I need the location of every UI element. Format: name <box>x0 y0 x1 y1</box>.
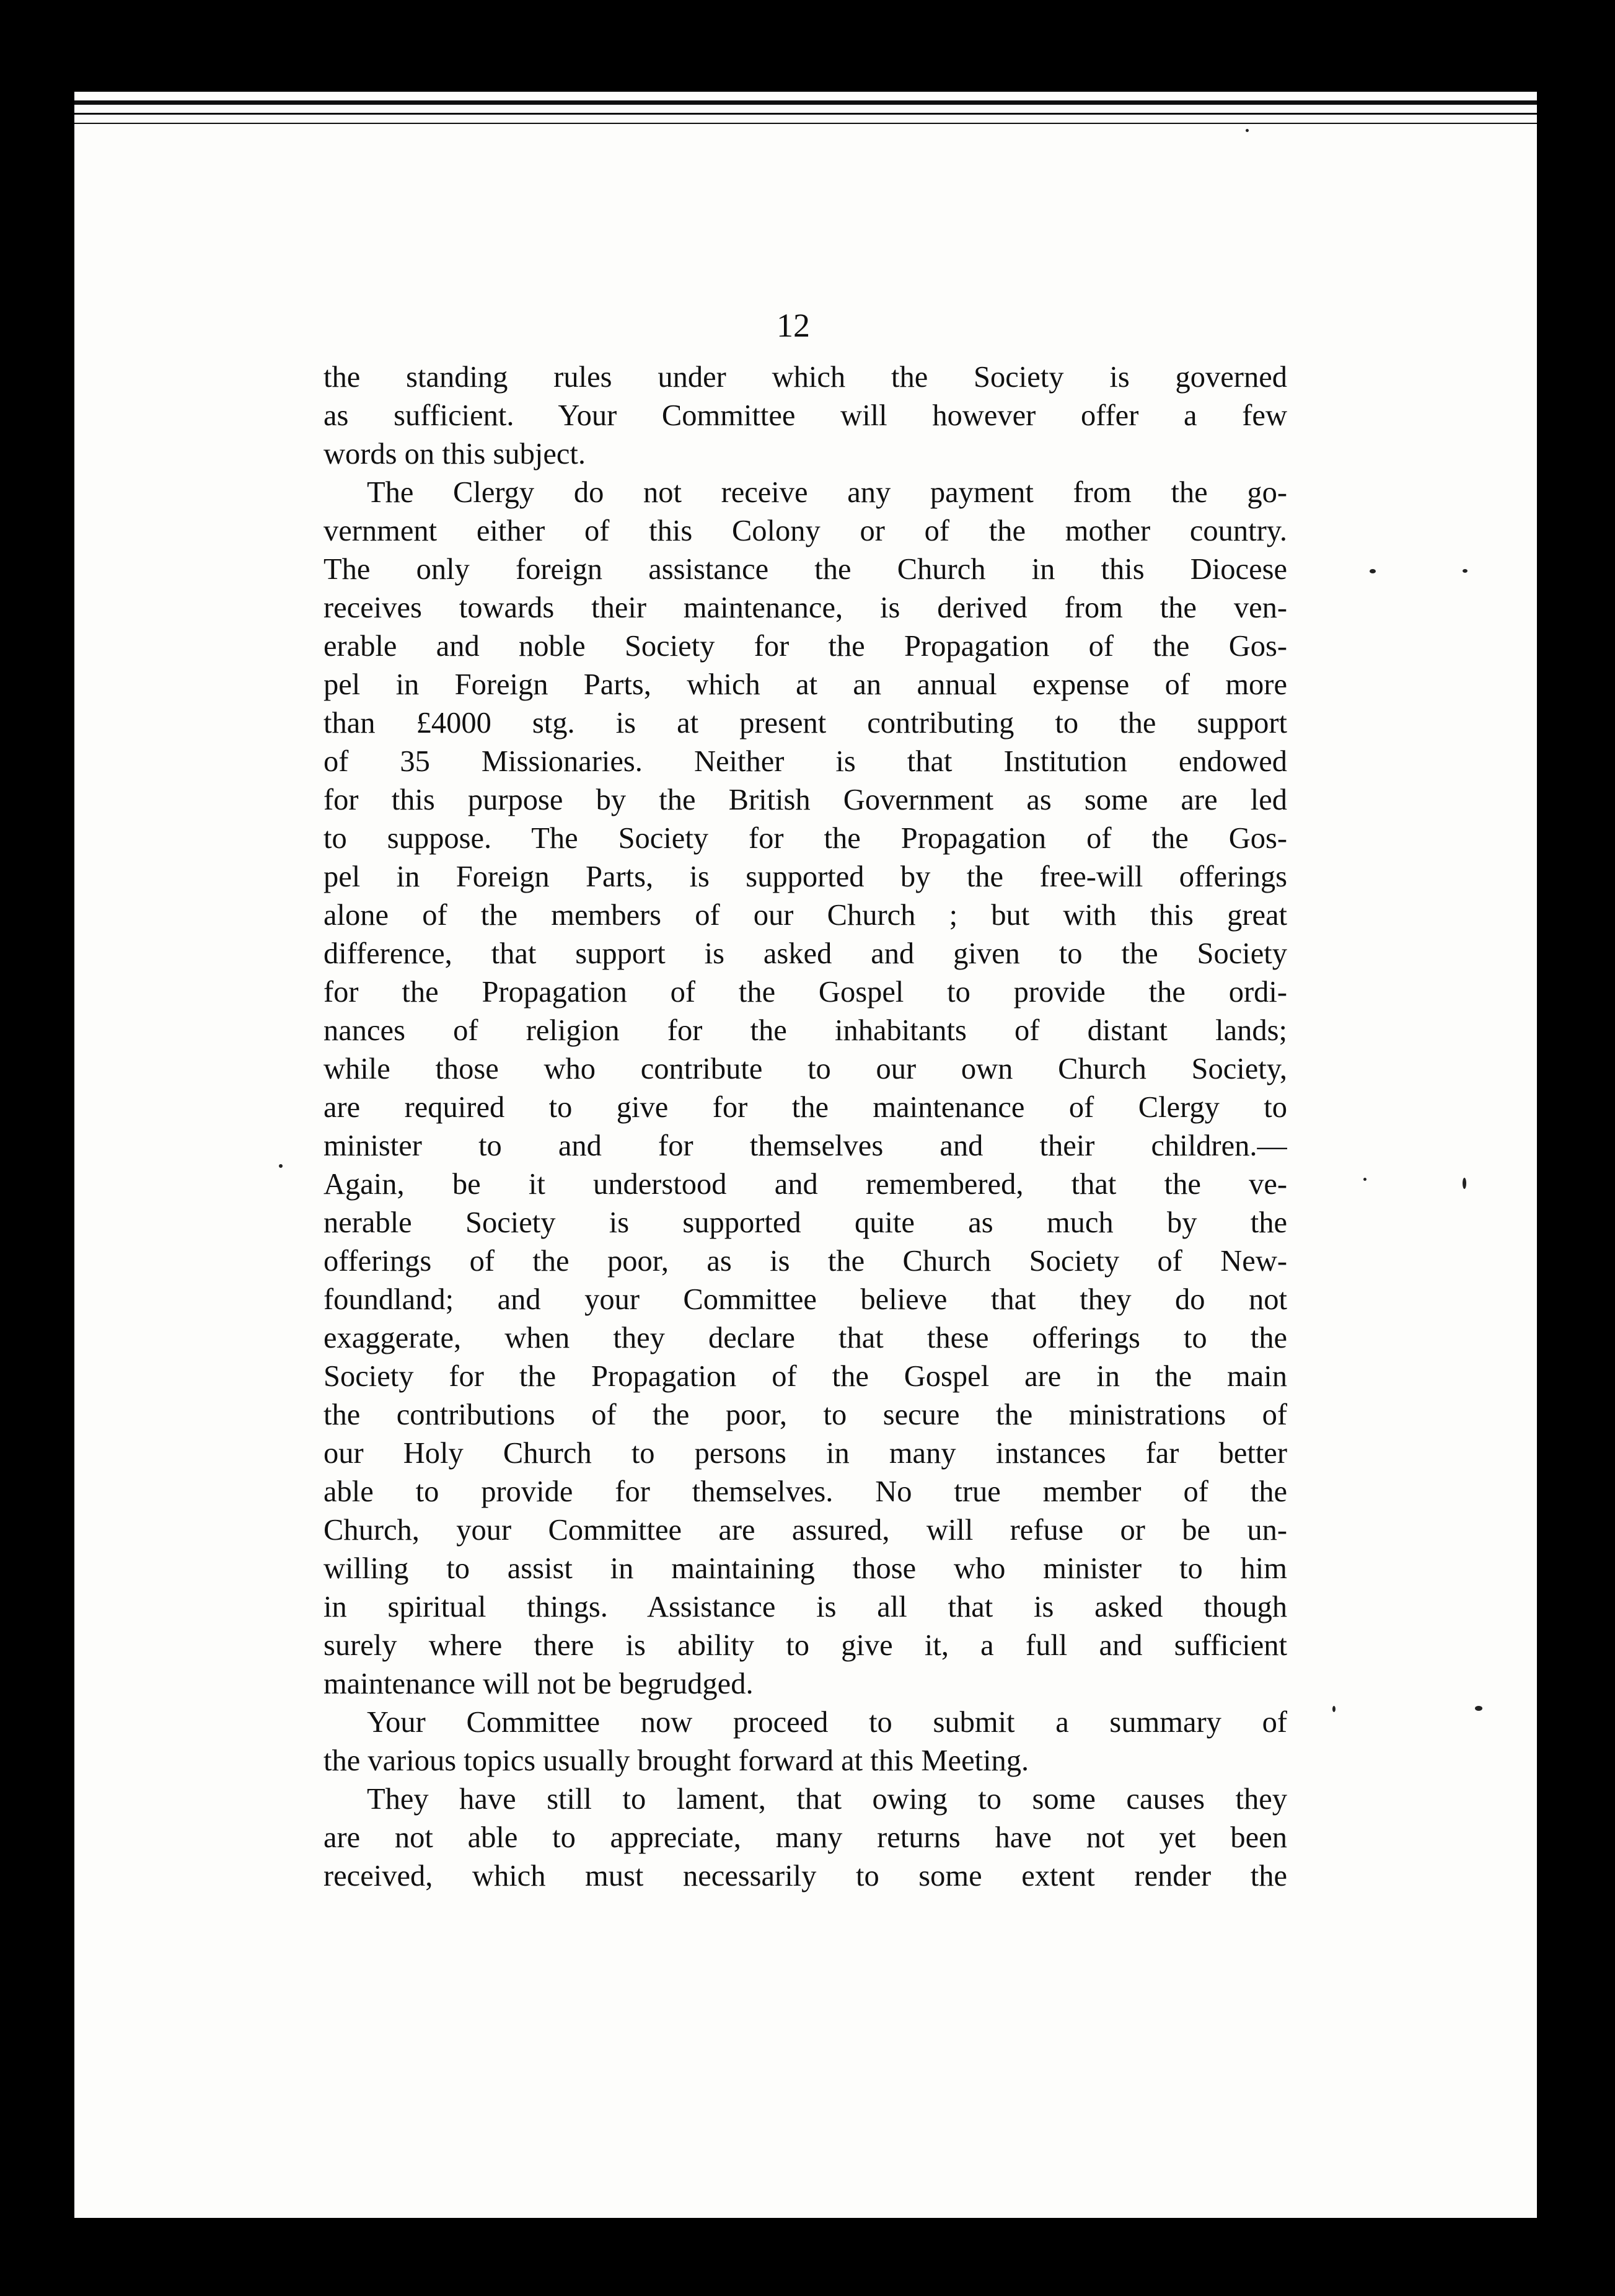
scan-speck <box>1332 1706 1336 1712</box>
page-sheet <box>74 92 1537 2218</box>
scan-speck <box>1370 569 1376 573</box>
text-line: while those who contribute to our own Church Society, <box>323 1053 1287 1085</box>
text-line: foundland; and your Committee believe that they do not <box>323 1283 1287 1316</box>
text-line: The Clergy do not receive any payment from the go- <box>367 476 1287 509</box>
text-line: The only foreign assistance the Church in this Diocese <box>323 553 1287 586</box>
scan-speck <box>1463 1178 1466 1189</box>
text-line: nerable Society is supported quite as much by the <box>323 1206 1287 1239</box>
text-line: the contributions of the poor, to secure the ministrations of <box>323 1398 1287 1431</box>
page-number: 12 <box>777 307 810 344</box>
top-border-rule <box>74 113 1537 115</box>
text-line: Your Committee now proceed to submit a summary of <box>367 1706 1287 1739</box>
text-line: maintenance will not be begrudged. <box>323 1667 754 1700</box>
text-line: the various topics usually brought forward at this Meeting. <box>323 1744 1029 1777</box>
text-line: in spiritual things. Assistance is all that is asked though <box>323 1591 1287 1623</box>
text-line: alone of the members of our Church ; but with this great <box>323 899 1287 932</box>
text-line: for the Propagation of the Gospel to provide the ordi- <box>323 976 1287 1009</box>
text-line: the standing rules under which the Society is governed <box>323 361 1287 394</box>
text-line: able to provide for themselves. No true member of the <box>323 1475 1287 1508</box>
text-line: offerings of the poor, as is the Church Society of New- <box>323 1245 1287 1278</box>
text-line: exaggerate, when they declare that these offerings to the <box>323 1322 1287 1354</box>
text-line: as sufficient. Your Committee will however offer a few <box>323 399 1287 432</box>
text-line: nances of religion for the inhabitants of distant lands; <box>323 1014 1287 1047</box>
text-line: minister to and for themselves and their children.— <box>323 1129 1287 1162</box>
text-line: words on this subject. <box>323 438 586 470</box>
scan-speck <box>1246 129 1249 132</box>
text-line: surely where there is ability to give it, a full and sufficient <box>323 1629 1287 1662</box>
scan-speck <box>1463 569 1468 573</box>
text-line: difference, that support is asked and given to the Society <box>323 937 1287 970</box>
text-line: Church, your Committee are assured, will refuse or be un- <box>323 1514 1287 1547</box>
text-line: are not able to appreciate, many returns have not yet been <box>323 1821 1287 1854</box>
body-text <box>323 358 1287 1896</box>
text-line: vernment either of this Colony or of the mother country. <box>323 514 1287 547</box>
top-border-rule <box>74 100 1537 105</box>
text-line: They have still to lament, that owing to some causes they <box>367 1783 1287 1816</box>
top-border-rule <box>74 123 1537 124</box>
text-line: are required to give for the maintenance of Clergy to <box>323 1091 1287 1124</box>
text-line: for this purpose by the British Government as some are led <box>323 784 1287 816</box>
text-line: Again, be it understood and remembered, that the ve- <box>323 1168 1287 1201</box>
scan-speck <box>1363 1178 1366 1181</box>
text-line: received, which must necessarily to some extent render the <box>323 1860 1287 1892</box>
scan-speck <box>279 1164 283 1168</box>
scan-speck <box>1475 1706 1482 1711</box>
text-line: our Holy Church to persons in many instances far better <box>323 1437 1287 1470</box>
text-line: pel in Foreign Parts, is supported by the free-will offerings <box>323 860 1287 893</box>
text-line: pel in Foreign Parts, which at an annual expense of more <box>323 668 1287 701</box>
text-line: willing to assist in maintaining those who minister to him <box>323 1552 1287 1585</box>
text-line: erable and noble Society for the Propagation of the Gos- <box>323 630 1287 663</box>
text-line: Society for the Propagation of the Gospel are in the main <box>323 1360 1287 1393</box>
text-line: receives towards their maintenance, is derived from the ven- <box>323 591 1287 624</box>
text-line: of 35 Missionaries. Neither is that Institution endowed <box>323 745 1287 778</box>
text-line: than £4000 stg. is at present contributing to the support <box>323 707 1287 740</box>
text-line: to suppose. The Society for the Propagation of the Gos- <box>323 822 1287 855</box>
